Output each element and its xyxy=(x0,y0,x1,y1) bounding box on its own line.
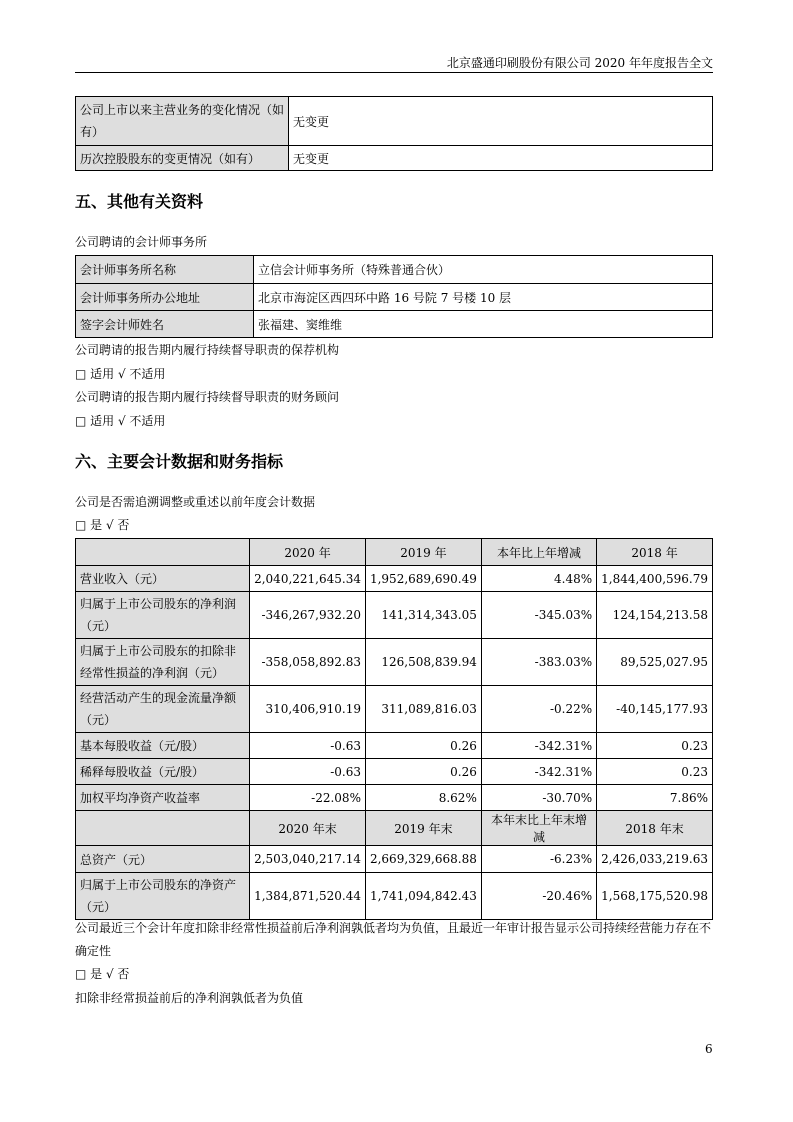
header-cell: 本年比上年增减 xyxy=(481,539,596,566)
value-2018: 1,568,175,520.98 xyxy=(597,873,713,920)
value-2019: 2,669,329,668.88 xyxy=(365,846,481,873)
firm-address-label: 会计师事务所办公地址 xyxy=(76,284,254,311)
table-row xyxy=(76,256,713,284)
value-2020: -346,267,932.20 xyxy=(250,592,366,639)
table-row xyxy=(76,97,713,146)
accounting-firm-table xyxy=(75,255,713,338)
firm-address-value: 北京市海淀区西四环中路 16 号院 7 号楼 10 层 xyxy=(254,284,713,311)
value-2019: 0.26 xyxy=(365,759,481,785)
going-concern-answer: □ 是 √ 否 xyxy=(75,967,130,981)
value-2020: -358,058,892.83 xyxy=(250,639,366,686)
value-2018: 2,426,033,219.63 xyxy=(597,846,713,873)
header-cell: 2019 年 xyxy=(365,539,481,566)
value-2018: 0.23 xyxy=(597,759,713,785)
value-2020: 2,503,040,217.14 xyxy=(250,846,366,873)
value-2020: 2,040,221,645.34 xyxy=(250,566,366,592)
main-business-change-label: 公司上市以来主营业务的变化情况（如有） xyxy=(76,97,289,146)
table-row xyxy=(76,846,713,873)
table-header-row xyxy=(76,539,713,566)
header-cell: 2020 年末 xyxy=(250,811,366,846)
header-rule xyxy=(75,72,713,73)
value-2019: 1,952,689,690.49 xyxy=(365,566,481,592)
table-row xyxy=(76,873,713,920)
row-label: 经营活动产生的现金流量净额（元） xyxy=(76,686,250,733)
header-cell: 2019 年末 xyxy=(365,811,481,846)
table-header-row xyxy=(76,811,713,846)
value-2018: 0.23 xyxy=(597,733,713,759)
table-row xyxy=(76,785,713,811)
value-2020: -0.63 xyxy=(250,759,366,785)
header-cell: 2018 年末 xyxy=(597,811,713,846)
sponsor-text: 公司聘请的报告期内履行持续督导职责的保荐机构 xyxy=(75,343,340,357)
value-change: -30.70% xyxy=(481,785,596,811)
table-row xyxy=(76,592,713,639)
row-label: 加权平均净资产收益率 xyxy=(76,785,250,811)
value-change: -342.31% xyxy=(481,759,596,785)
value-2019: 311,089,816.03 xyxy=(365,686,481,733)
value-2019: 8.62% xyxy=(365,785,481,811)
advisor-text: 公司聘请的报告期内履行持续督导职责的财务顾问 xyxy=(75,390,340,404)
row-label: 基本每股收益（元/股） xyxy=(76,733,250,759)
section5-heading: 五、其他有关资料 xyxy=(75,192,204,211)
sponsor-check: □ 适用 √ 不适用 xyxy=(75,367,166,381)
value-2018: 7.86% xyxy=(597,785,713,811)
going-concern-note: 公司最近三个会计年度扣除非经常性损益前后净利润孰低者均为负值，且最近一年审计报告显示公司持续经营能力存在不确定性 xyxy=(75,921,712,958)
value-change: 4.48% xyxy=(481,566,596,592)
restatement-question: 公司是否需追溯调整或重述以前年度会计数据 xyxy=(75,495,316,509)
header-cell: 本年末比上年末增减 xyxy=(481,811,596,846)
table-row xyxy=(76,146,713,171)
value-2018: -40,145,177.93 xyxy=(597,686,713,733)
business-change-table xyxy=(75,96,713,171)
header-cell xyxy=(76,539,250,566)
row-label: 归属于上市公司股东的净利润（元） xyxy=(76,592,250,639)
controlling-shareholder-change-label: 历次控股股东的变更情况（如有） xyxy=(76,146,289,171)
row-label: 稀释每股收益（元/股） xyxy=(76,759,250,785)
header-cell xyxy=(76,811,250,846)
table-row xyxy=(76,759,713,785)
table-row xyxy=(76,686,713,733)
header-cell: 2018 年 xyxy=(597,539,713,566)
row-label: 营业收入（元） xyxy=(76,566,250,592)
value-2020: 1,384,871,520.44 xyxy=(250,873,366,920)
restatement-answer: □ 是 √ 否 xyxy=(75,518,130,532)
value-2019: 126,508,839.94 xyxy=(365,639,481,686)
table-row xyxy=(76,284,713,311)
signing-accountant-value: 张福建、窦维维 xyxy=(254,311,713,338)
row-label: 总资产（元） xyxy=(76,846,250,873)
value-change: -0.22% xyxy=(481,686,596,733)
table-row xyxy=(76,311,713,338)
row-label: 归属于上市公司股东的扣除非经常性损益的净利润（元） xyxy=(76,639,250,686)
value-2018: 124,154,213.58 xyxy=(597,592,713,639)
accounting-firm-caption: 公司聘请的会计师事务所 xyxy=(75,235,208,249)
signing-accountant-label: 签字会计师姓名 xyxy=(76,311,254,338)
table-row xyxy=(76,733,713,759)
value-change: -20.46% xyxy=(481,873,596,920)
table-row xyxy=(76,566,713,592)
value-2018: 89,525,027.95 xyxy=(597,639,713,686)
table-row xyxy=(76,639,713,686)
value-2020: -0.63 xyxy=(250,733,366,759)
main-business-change-value: 无变更 xyxy=(289,97,713,146)
value-2019: 141,314,343.05 xyxy=(365,592,481,639)
value-2020: -22.08% xyxy=(250,785,366,811)
value-change: -383.03% xyxy=(481,639,596,686)
negative-profit-line: 扣除非经常损益前后的净利润孰低者为负值 xyxy=(75,991,304,1005)
report-header: 北京盛通印刷股份有限公司 2020 年年度报告全文 xyxy=(446,56,713,70)
header-cell: 2020 年 xyxy=(250,539,366,566)
value-change: -345.03% xyxy=(481,592,596,639)
value-2020: 310,406,910.19 xyxy=(250,686,366,733)
value-change: -6.23% xyxy=(481,846,596,873)
value-change: -342.31% xyxy=(481,733,596,759)
advisor-check: □ 适用 √ 不适用 xyxy=(75,414,166,428)
financial-data-table xyxy=(75,538,713,920)
row-label: 归属于上市公司股东的净资产（元） xyxy=(76,873,250,920)
value-2019: 1,741,094,842.43 xyxy=(365,873,481,920)
page-number: 6 xyxy=(705,1042,713,1056)
section6-heading: 六、主要会计数据和财务指标 xyxy=(75,452,284,471)
firm-name-value: 立信会计师事务所（特殊普通合伙） xyxy=(254,256,713,284)
value-2018: 1,844,400,596.79 xyxy=(597,566,713,592)
controlling-shareholder-change-value: 无变更 xyxy=(289,146,713,171)
value-2019: 0.26 xyxy=(365,733,481,759)
firm-name-label: 会计师事务所名称 xyxy=(76,256,254,284)
